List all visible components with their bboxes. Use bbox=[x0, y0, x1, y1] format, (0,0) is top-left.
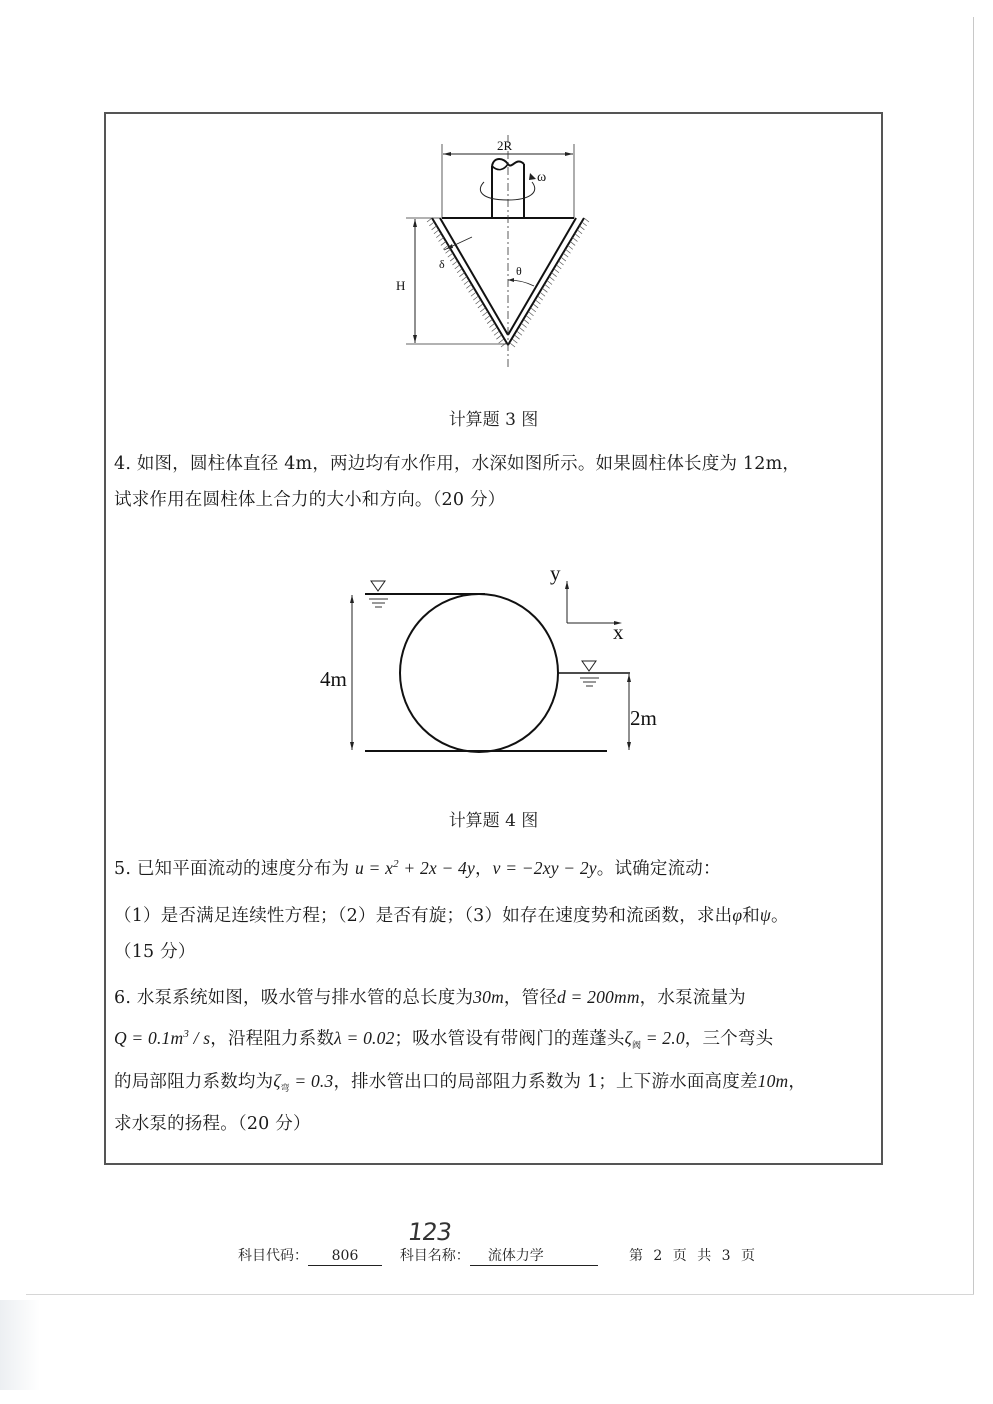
hatch-mark bbox=[452, 261, 457, 265]
angle-theta bbox=[508, 264, 534, 286]
problem-5-text bbox=[114, 846, 879, 970]
p6-text-b: ，管径 bbox=[503, 988, 558, 1008]
hatch-mark bbox=[466, 284, 471, 288]
hatch-mark bbox=[533, 304, 538, 308]
label-h: H bbox=[396, 278, 406, 293]
hatch-mark bbox=[584, 218, 589, 222]
hatch-mark bbox=[540, 292, 545, 296]
p6-text-d: ，沿程阻力系数 bbox=[210, 1029, 335, 1049]
hatch-mark bbox=[538, 296, 543, 300]
equation-u-base: u = x bbox=[355, 858, 394, 878]
hatch-mark bbox=[483, 312, 488, 316]
hatch-mark bbox=[476, 300, 481, 304]
subject-code-value: 806 bbox=[308, 1248, 382, 1266]
hatch-mark bbox=[487, 320, 492, 324]
subject-name-label: 科目名称： bbox=[399, 1248, 470, 1264]
label-axis-y: y bbox=[550, 561, 561, 585]
problem-6-line-3 bbox=[114, 1063, 879, 1106]
problem-5-line-1 bbox=[114, 846, 879, 887]
problem-6-text bbox=[114, 979, 879, 1142]
p6-zeta-bend-symbol: ζ bbox=[273, 1071, 281, 1091]
scan-page-edge-bottom bbox=[26, 1294, 974, 1295]
conjunction-and: 和 bbox=[742, 906, 760, 926]
subject-code-label: 科目代码： bbox=[238, 1248, 308, 1264]
hatch-mark bbox=[570, 241, 575, 245]
label-delta: δ bbox=[439, 257, 445, 271]
figure-3-caption: 计算题 3 图 bbox=[448, 410, 539, 430]
hatch-mark bbox=[556, 265, 561, 269]
scan-page-edge bbox=[973, 17, 974, 1295]
label-4m: 4m bbox=[320, 667, 347, 691]
hatch-mark bbox=[524, 320, 529, 324]
label-2m: 2m bbox=[630, 706, 657, 730]
p6-zeta-symbol: ζ bbox=[624, 1028, 632, 1048]
hatch-mark bbox=[439, 238, 444, 242]
p6-text-i: ， bbox=[788, 1072, 807, 1092]
problem-6-line-2 bbox=[114, 1016, 879, 1063]
hatch-mark bbox=[450, 257, 455, 261]
hatch-mark bbox=[552, 273, 557, 277]
problem-5-suffix: 。试确定流动： bbox=[596, 859, 721, 879]
hatch-mark bbox=[579, 226, 584, 230]
hatch-mark bbox=[522, 323, 527, 327]
p6-zeta-bend bbox=[273, 1071, 333, 1091]
p6-q-exponent: 3 bbox=[183, 1028, 190, 1040]
hatch-mark bbox=[572, 238, 577, 242]
problem-4-line-1: 4. 如图，圆柱体直径 4m，两边均有水作用，水深如图所示。如果圆柱体长度为 12m， bbox=[114, 454, 801, 474]
p6-zeta-valve-value: = 2.0 bbox=[641, 1028, 685, 1048]
hatch-mark bbox=[512, 339, 517, 343]
p6-q-base: Q = 0.1m bbox=[114, 1028, 184, 1048]
p6-diameter: d = 200mm bbox=[557, 987, 640, 1007]
hatch-mark bbox=[577, 230, 582, 234]
hatch-mark bbox=[554, 269, 559, 273]
hatch-mark bbox=[515, 335, 520, 339]
problem-5-prefix: 5. 已知平面流动的速度分布为 bbox=[114, 859, 350, 879]
hatch-mark bbox=[489, 323, 494, 327]
label-axis-x: x bbox=[613, 620, 624, 644]
hatch-mark bbox=[485, 316, 490, 320]
p6-zeta-valve-subscript: 阀 bbox=[631, 1040, 642, 1050]
problem-4-text bbox=[114, 446, 879, 518]
page-number: 第 2 页 共 3 页 bbox=[628, 1248, 759, 1264]
equation-u bbox=[355, 858, 475, 878]
hatch-mark bbox=[434, 230, 439, 234]
figure-3-cone-diagram bbox=[380, 130, 620, 380]
hatch-mark bbox=[478, 304, 483, 308]
p6-flow-rate bbox=[114, 1028, 210, 1048]
hatch-mark bbox=[492, 327, 497, 331]
separator: ， bbox=[474, 859, 493, 879]
hatch-mark bbox=[549, 277, 554, 281]
p6-zeta-valve bbox=[625, 1028, 685, 1048]
hatch-mark bbox=[432, 226, 437, 230]
dimension-2m bbox=[627, 674, 657, 750]
hatch-mark bbox=[531, 308, 536, 312]
problem-6-line-1 bbox=[114, 979, 879, 1016]
hatch-mark bbox=[429, 222, 434, 226]
equation-u-rest: + 2x − 4y bbox=[398, 858, 475, 878]
hatch-mark bbox=[542, 288, 547, 292]
hatch-mark bbox=[510, 343, 515, 347]
hatch-mark bbox=[480, 308, 485, 312]
hatch-mark bbox=[427, 218, 432, 222]
p6-lambda: λ = 0.02 bbox=[334, 1028, 395, 1048]
label-theta: θ bbox=[516, 264, 522, 278]
hatch-mark bbox=[575, 234, 580, 238]
hatch-mark bbox=[473, 296, 478, 300]
hatch-mark bbox=[494, 331, 499, 335]
hatch-mark bbox=[517, 331, 522, 335]
figure-4-cylinder-diagram bbox=[300, 555, 680, 765]
equation-u-exponent: 2 bbox=[393, 858, 399, 870]
hatch-mark bbox=[446, 249, 451, 253]
hatch-mark bbox=[441, 241, 446, 245]
hatch-mark bbox=[464, 281, 469, 285]
p6-text-f: ，三个弯头 bbox=[684, 1029, 774, 1049]
equation-v: v = −2xy − 2y bbox=[492, 858, 597, 878]
hatch-mark bbox=[568, 245, 573, 249]
p6-text-e: ；吸水管设有带阀门的莲蓬头 bbox=[394, 1029, 625, 1049]
hatch-mark bbox=[459, 273, 464, 277]
p6-length: 30m bbox=[473, 987, 504, 1007]
period: 。 bbox=[770, 906, 789, 926]
hatch-mark bbox=[545, 284, 550, 288]
scan-shadow bbox=[0, 1300, 40, 1390]
p6-q-unit: / s bbox=[189, 1028, 211, 1048]
cylinder bbox=[400, 594, 558, 752]
coordinate-axes bbox=[550, 561, 624, 644]
page-footer bbox=[238, 1245, 758, 1266]
hatch-mark bbox=[535, 300, 540, 304]
subject-name-value: 流体力学 bbox=[470, 1248, 598, 1266]
hatch-mark bbox=[462, 277, 467, 281]
hatch-mark bbox=[559, 261, 564, 265]
symbol-psi: ψ bbox=[759, 905, 771, 925]
symbol-phi: φ bbox=[732, 905, 743, 925]
hatch-mark bbox=[448, 253, 453, 257]
hatch-mark bbox=[566, 249, 571, 253]
p6-text-c: ，水泵流量为 bbox=[639, 988, 746, 1008]
handwritten-number: 123 bbox=[406, 1218, 453, 1246]
p6-text-g: 的局部阻力系数均为 bbox=[114, 1072, 274, 1092]
dimension-4m bbox=[320, 595, 354, 750]
figure-4-caption: 计算题 4 图 bbox=[448, 811, 539, 831]
p6-text-a: 6. 水泵系统如图，吸水管与排水管的总长度为 bbox=[114, 988, 474, 1008]
problem-5-questions: （1）是否满足连续性方程；（2）是否有旋；（3）如存在速度势和流函数，求出 bbox=[114, 906, 733, 926]
p6-head-difference: 10m bbox=[757, 1071, 789, 1091]
problem-5-line-3: （15 分） bbox=[114, 942, 196, 962]
hatch-mark bbox=[526, 316, 531, 320]
label-omega: ω bbox=[537, 170, 547, 185]
p6-text-h: ，排水管出口的局部阻力系数为 1；上下游水面高度差 bbox=[333, 1072, 758, 1092]
hatch-mark bbox=[561, 257, 566, 261]
rotation-arrow-icon bbox=[480, 170, 546, 200]
hatch-mark bbox=[499, 339, 504, 343]
hatch-mark bbox=[496, 335, 501, 339]
p6-zeta-bend-value: = 0.3 bbox=[289, 1071, 334, 1091]
hatch-mark bbox=[455, 265, 460, 269]
hatch-mark bbox=[471, 292, 476, 296]
hatch-mark bbox=[547, 281, 552, 285]
hatch-mark bbox=[519, 327, 524, 331]
problem-6-line-4: 求水泵的扬程。（20 分） bbox=[114, 1114, 311, 1134]
hatch-mark bbox=[436, 234, 441, 238]
hatch-mark bbox=[469, 288, 474, 292]
hatch-mark bbox=[457, 269, 462, 273]
p6-zeta-bend-subscript: 弯 bbox=[280, 1083, 290, 1093]
label-2r: 2R bbox=[497, 138, 513, 153]
hatch-mark bbox=[582, 222, 587, 226]
hatch-mark bbox=[563, 253, 568, 257]
problem-4-line-2: 试求作用在圆柱体上合力的大小和方向。（20 分） bbox=[114, 490, 506, 510]
hatch-mark bbox=[529, 312, 534, 316]
problem-5-line-2 bbox=[114, 897, 879, 934]
